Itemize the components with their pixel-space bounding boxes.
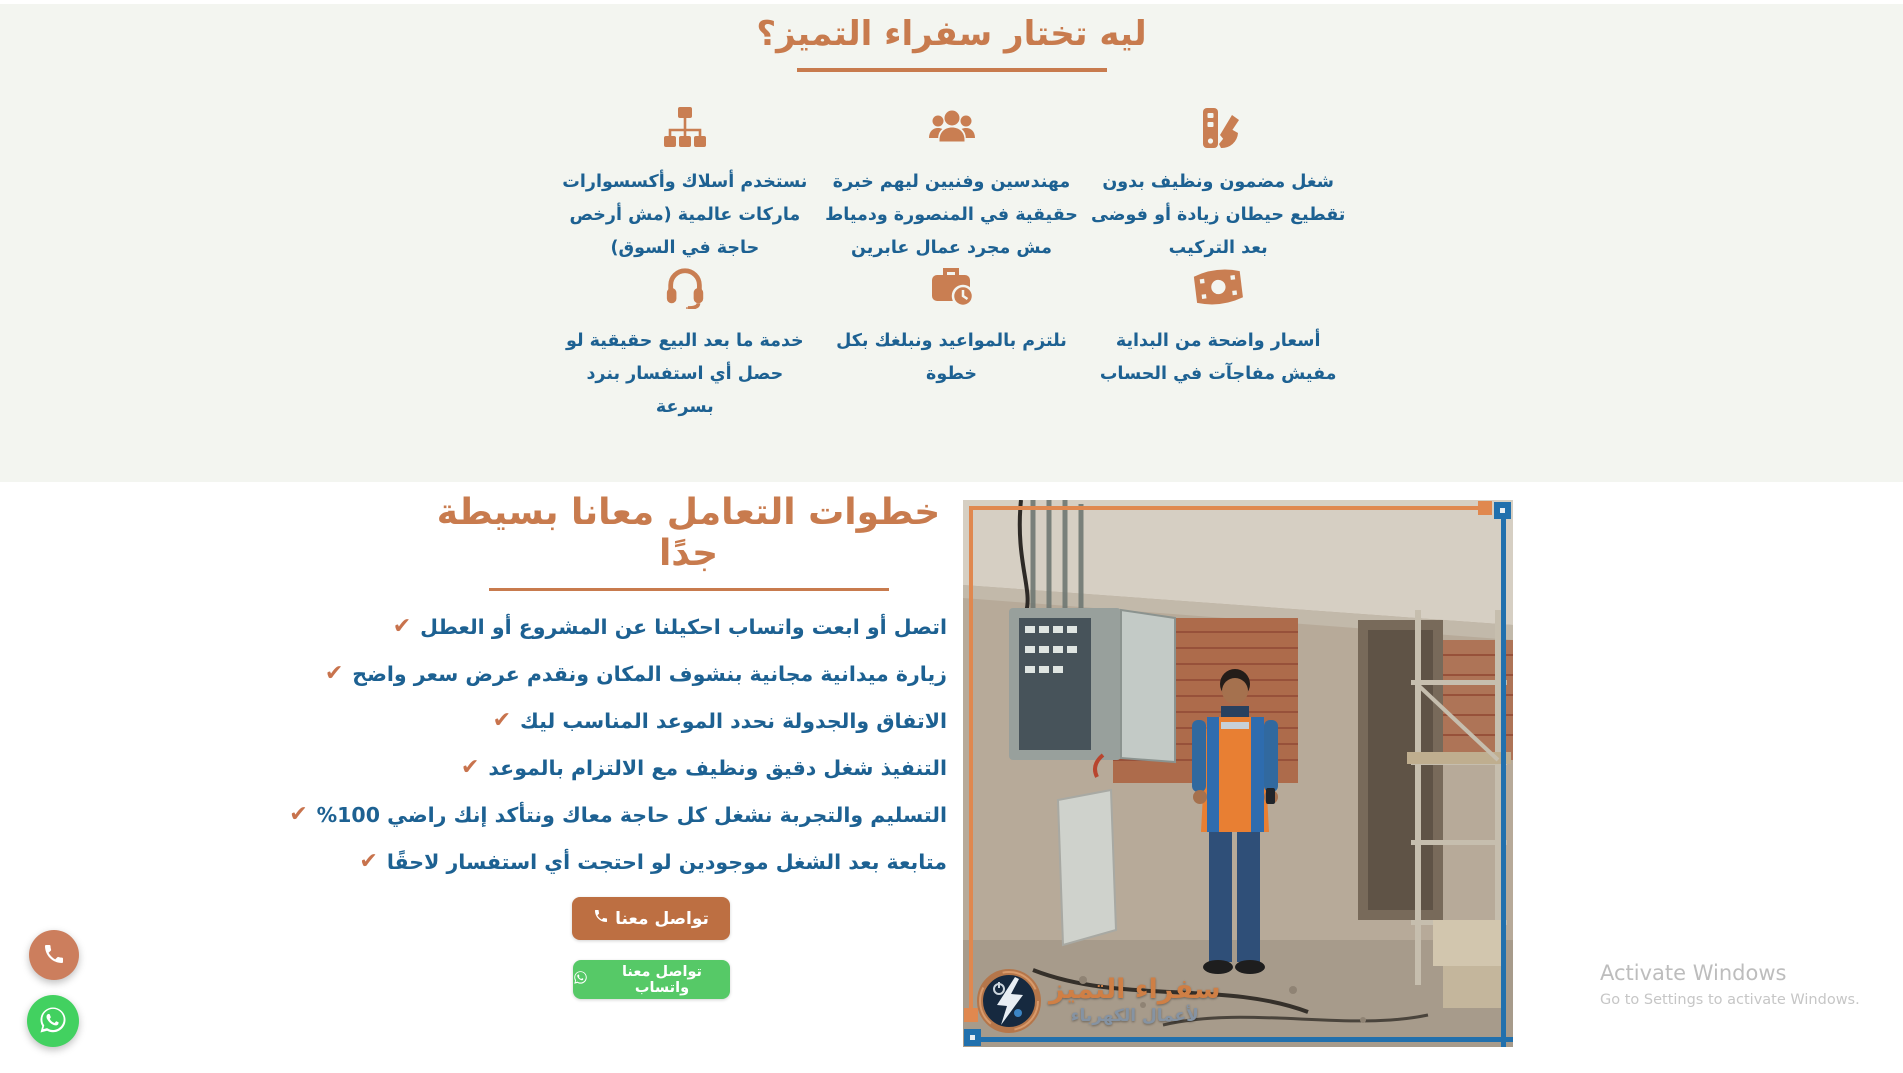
whatsapp-contact-button[interactable] bbox=[573, 960, 730, 999]
whatsapp-icon bbox=[573, 970, 588, 989]
feature-clear-prices bbox=[1085, 265, 1352, 424]
team-icon bbox=[824, 106, 1079, 150]
photo-frame-orange-corner bbox=[1478, 501, 1492, 515]
step-item bbox=[392, 614, 947, 639]
photo-frame-blue-corner bbox=[1494, 502, 1511, 519]
electrician-photo bbox=[963, 500, 1513, 1047]
photo-frame-blue-bottom bbox=[973, 1037, 1513, 1042]
watermark-title: Activate Windows bbox=[1600, 961, 1787, 985]
brand-tagline: لأعمال الكهرباء bbox=[1070, 1006, 1199, 1026]
money-icon bbox=[1091, 265, 1346, 309]
why-choose-us-section bbox=[0, 4, 1903, 482]
feature-text: نلتزم بالمواعيد ونبلغك بكل خطوة bbox=[836, 331, 1067, 384]
photo-frame-orange-top bbox=[969, 506, 1478, 510]
feature-engineers bbox=[818, 106, 1085, 265]
step-text: التسليم والتجربة نشغل كل حاجة معاك ونتأكد إنك راضي 100% bbox=[316, 803, 947, 827]
floating-call-button[interactable] bbox=[29, 930, 79, 980]
feature-text: خدمة ما بعد البيع حقيقية لو حصل أي استفسار بنرد بسرعة bbox=[566, 331, 804, 417]
step-item bbox=[324, 661, 947, 686]
whatsapp-contact-label: تواصل معنا واتساب bbox=[621, 963, 703, 996]
step-text: التنفيذ شغل دقيق ونظيف مع الالتزام بالموعد bbox=[488, 756, 947, 780]
photo-frame-blue-right bbox=[1501, 510, 1506, 1047]
feature-text: نستخدم أسلاك وأكسسوارات ماركات عالمية (مش أرخص حاجة في السوق) bbox=[562, 172, 808, 258]
phone-icon bbox=[42, 942, 66, 969]
activate-windows-watermark bbox=[1600, 961, 1860, 1008]
title-underline bbox=[797, 68, 1107, 72]
check-icon: ✔ bbox=[359, 849, 378, 874]
floating-whatsapp-button[interactable] bbox=[27, 995, 79, 1047]
steps-title-underline bbox=[489, 588, 889, 591]
feature-guaranteed-work bbox=[1085, 106, 1352, 265]
step-text: الاتفاق والجدولة نحدد الموعد المناسب ليك bbox=[520, 709, 947, 733]
whatsapp-icon bbox=[38, 1005, 68, 1038]
steps-title: خطوات التعامل معانا بسيطة جدًا bbox=[436, 492, 941, 574]
check-icon: ✔ bbox=[324, 661, 344, 686]
phone-icon bbox=[593, 908, 609, 929]
watermark-subtitle: Go to Settings to activate Windows. bbox=[1600, 992, 1860, 1008]
step-item bbox=[289, 802, 947, 827]
feature-text: أسعار واضحة من البداية مفيش مفاجآت في الحساب bbox=[1099, 331, 1337, 384]
contact-us-label: تواصل معنا bbox=[615, 908, 709, 929]
sitemap-icon bbox=[558, 106, 813, 150]
headset-icon bbox=[558, 265, 813, 309]
brand-logo bbox=[977, 969, 1221, 1033]
check-icon: ✔ bbox=[392, 614, 412, 639]
page-title: ليه تختار سفراء التميز؟ bbox=[756, 14, 1147, 54]
step-item bbox=[359, 849, 947, 874]
step-text: اتصل أو ابعت واتساب احكيلنا عن المشروع أو العطل bbox=[420, 615, 947, 639]
schedule-icon bbox=[824, 265, 1079, 309]
feature-on-time bbox=[818, 265, 1085, 424]
photo-frame-orange-left bbox=[969, 506, 973, 1016]
step-item bbox=[430, 709, 947, 733]
check-icon: ✔ bbox=[460, 755, 480, 780]
feature-text: مهندسين وفنيين ليهم خبرة حقيقية في المنصورة ودمياط مش مجرد عمال عابرين bbox=[825, 172, 1078, 258]
brand-name: سفراء التميز bbox=[1049, 974, 1221, 1005]
brand-emblem-icon bbox=[977, 969, 1041, 1033]
check-icon: ✔ bbox=[492, 708, 512, 733]
step-item bbox=[430, 756, 947, 780]
steps-section bbox=[289, 492, 947, 999]
step-text: زيارة ميدانية مجانية بنشوف المكان ونقدم عرض سعر واضح bbox=[352, 662, 947, 686]
check-icon: ✔ bbox=[289, 802, 308, 827]
swatchbook-icon bbox=[1091, 106, 1346, 150]
feature-quality-materials bbox=[552, 106, 819, 265]
step-text: متابعة بعد الشغل موجودين لو احتجت أي استفسار لاحقًا bbox=[386, 850, 947, 874]
features-grid bbox=[552, 106, 1352, 424]
photo-frame-orange-corner bbox=[964, 1008, 978, 1022]
photo-scene-illustration bbox=[963, 500, 1513, 1047]
feature-text: شغل مضمون ونظيف بدون تقطيع حيطان زيادة أو فوضى بعد التركيب bbox=[1090, 172, 1346, 258]
contact-us-button[interactable] bbox=[572, 897, 730, 940]
steps-list bbox=[289, 614, 947, 874]
feature-after-sales bbox=[552, 265, 819, 424]
